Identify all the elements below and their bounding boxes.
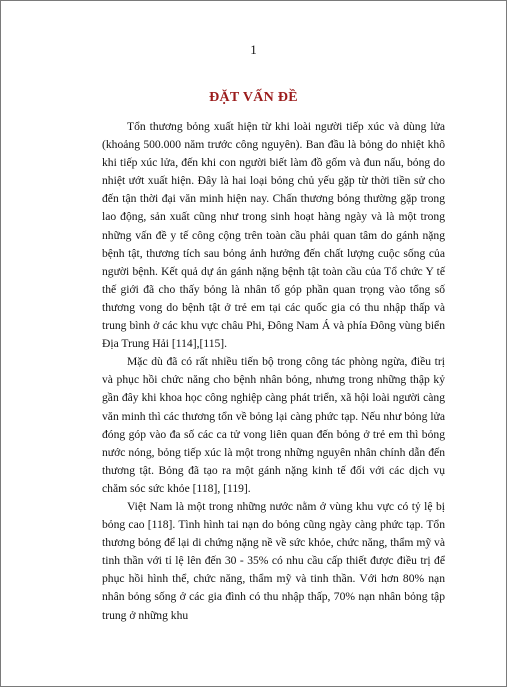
paragraph: Tổn thương bỏng xuất hiện từ khi loài người tiếp xúc và dùng lửa (khoảng 500.000 năm trước công nguyên). Ban đầu là bỏng do nhiệt khô khi tiếp xúc lửa, đến khi con người biết làm đồ gốm và đun nấu, bỏng do nhiệt ướt xuất hiện. Đây là hai loại bỏng chủ yếu gặp từ thời tiền sử cho đến tận thời đại văn minh hiện nay. Chấn thương bỏng thường gặp trong lao động, sản xuất cũng như trong sinh hoạt hàng ngày và là một trong những vấn đề y tế công cộng trên toàn cầu phải quan tâm do gánh nặng bệnh tật, thương tích sau bỏng ảnh hưởng đến chất lượng cuộc sống của người bệnh. Kết quả dự án gánh nặng bệnh tật toàn cầu của Tổ chức Y tế thế giới đã cho thấy bỏng là nhân tố góp phần quan trọng vào tổng số thương vong do bệnh tật ở trẻ em tại các quốc gia có thu nhập thấp và trung bình ở các khu vực châu Phi, Đông Nam Á và phía Đông vùng biển Địa Trung Hải [114],[115]. (102, 120, 445, 351)
document-body (102, 118, 445, 625)
page-title: ĐẶT VẤN ĐỀ (209, 90, 298, 105)
paragraph: Việt Nam là một trong những nước nằm ở vùng khu vực có tỷ lệ bị bỏng cao [118]. Tình hình tai nạn do bỏng cũng ngày càng phức tạp. Tổn thương bỏng để lại di chứng nặng nề về sức khỏe, chức năng, thẩm mỹ và tinh thần với tỉ lệ lên đến 30 - 35% có nhu cầu cấp thiết được điều trị để phục hồi hình thể, chức năng, thẩm mỹ và tinh thần. Với hơn 80% nạn nhân bỏng sống ở các gia đình có thu nhập thấp, 70% nạn nhân bỏng tập trung ở những khu (102, 499, 445, 622)
page-number: 1 (250, 42, 257, 57)
paragraph: Mặc dù đã có rất nhiều tiến bộ trong công tác phòng ngừa, điều trị và phục hồi chức năng cho bệnh nhân bỏng, nhưng trong những thập kỷ gần đây khi khoa học công nghiệp càng phát triển, xã hội loài người càng văn minh thì các thương tổn về bỏng lại càng phức tạp. Nếu như bỏng lửa đóng góp vào đa số các ca tử vong liên quan đến bỏng ở trẻ em thì bỏng nước nóng, bỏng tiếp xúc là một trong những nguyên nhân chính dẫn đến thương tật. Bỏng đã tạo ra một gánh nặng kinh tế đối với các dịch vụ chăm sóc sức khỏe [118], [119]. (102, 355, 445, 495)
